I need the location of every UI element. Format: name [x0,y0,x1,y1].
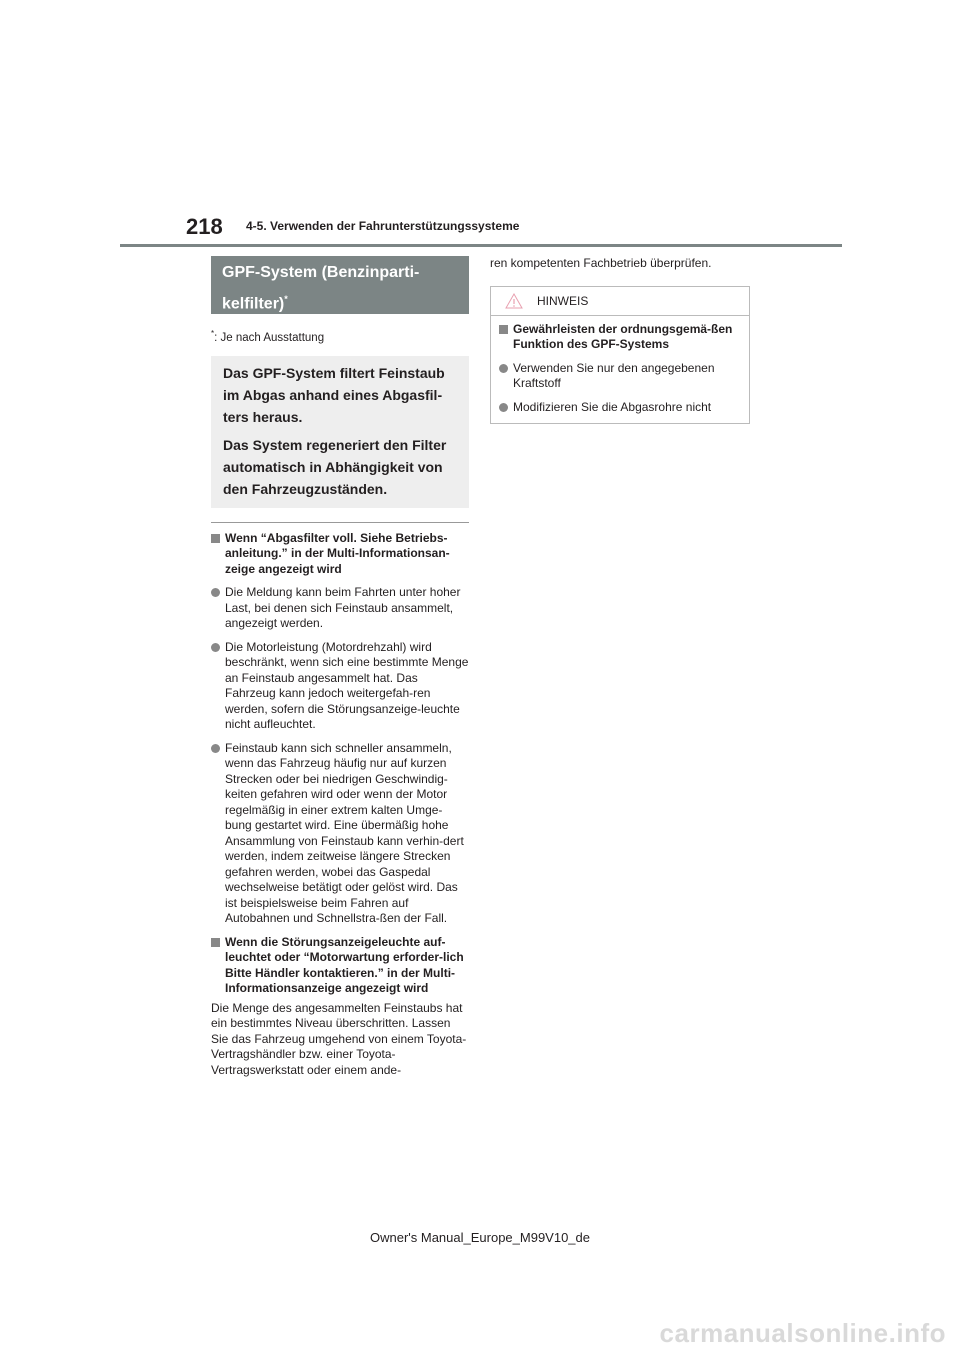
section-title-line1: GPF-System (Benzinparti- [222,264,420,281]
note-bullet [499,361,741,392]
note-bullet-text: Verwenden Sie nur den angegebenen Kraftstoff [513,360,715,390]
footnote [211,326,469,346]
warning-triangle-icon [505,293,523,309]
section-title [211,256,469,314]
note-subheading-text: Gewährleisten der ordnungsgemä-ßen Funktion des GPF-Systems [513,321,733,351]
bullet-item [211,585,469,632]
section-title-line2: kelfilter) [222,295,285,313]
section-header: 4-5. Verwenden der Fahrunterstützungssysteme [246,219,520,233]
continued-paragraph: ren kompetenten Fachbetrieb überprüfen. [490,256,712,270]
note-body [491,316,749,424]
footnote-text: : Je nach Ausstattung [214,331,325,344]
intro-box [211,356,469,508]
bullet-item [211,741,469,927]
square-bullet-icon [211,938,220,947]
circle-bullet-icon [211,588,220,597]
note-bullet-text: Modifizieren Sie die Abgasrohre nicht [513,399,712,414]
page-footer: Owner's Manual_Europe_M99V10_de [369,1230,590,1245]
note-header [491,287,749,316]
circle-bullet-icon [211,744,220,753]
bullet-item [211,640,469,733]
square-bullet-icon [499,325,508,334]
subheading-filter-full-text: Wenn “Abgasfilter voll. Siehe Betriebs-anleitung.” in der Multi-Informationsan-zeige angezeigt wird [225,530,450,576]
right-column [490,256,752,424]
bullet-text: Die Meldung kann beim Fahrten unter hoher Last, bei denen sich Feinstaub ansammelt, angezeigt werden. [225,585,461,631]
note-bullet [499,400,741,416]
footnote-asterisk: * [211,329,215,338]
page-number: 218 [186,214,223,239]
intro-paragraph-2: Das System regeneriert den Filter automatisch in Abhängigkeit von den Fahrzeugzuständen. [223,436,447,497]
subheading-warning-light [211,935,469,997]
bullet-text: Die Motorleistung (Motordrehzahl) wird beschränkt, wenn sich eine bestimmte Menge an Feinstaub angesammelt hat. Das Fahrzeug kann jedoch weitergefah-ren werden, sofern die Störungsanzeige-leuchte nicht aufleuchtet. [225,639,469,732]
square-bullet-icon [211,534,220,543]
subheading-warning-light-text: Wenn die Störungsanzeigeleuchte auf-leuchtet oder “Motorwartung erforder-lich Bitte Händler kontaktieren.” in der Multi-Informationsanzeige angezeigt wird [225,934,464,996]
watermark: carmanualsonline.info [659,1318,946,1348]
subheading-filter-full [211,531,469,578]
circle-bullet-icon [499,364,508,373]
note-subheading [499,322,741,353]
note-title: HINWEIS [537,293,589,308]
title-asterisk: * [284,294,288,304]
circle-bullet-icon [499,403,508,412]
header-rule [120,244,842,247]
circle-bullet-icon [211,643,220,652]
note-box [490,286,750,425]
intro-divider [211,522,469,523]
body-paragraph: Die Menge des angesammelten Feinstaubs hat ein bestimmtes Niveau überschritten. Lassen Sie das Fahrzeug umgehend von einem Toyota-Vertragshändler bzw. einer Toyota-Vertragswerkstatt oder einem ande- [211,1000,467,1077]
bullet-text: Feinstaub kann sich schneller ansammeln, wenn das Fahrzeug häufig nur auf kurzen Strecken oder bei niedrigen Geschwindig-keiten gefahren wird oder wenn der Motor regelmäßig in einer extrem kalten Umge-bung gestartet wird. Eine übermäßig hohe Ansammlung von Feinstaub kann verhin-dert werden, indem zeitweise längere Strecken gefahren werden, wobei das Gaspedal wechselweise betätigt oder gelöst wird. Das ist beispielsweise beim Fahren auf Autobahnen und Schnellstra-ßen der Fall. [225,740,464,926]
left-column [211,256,469,1078]
intro-paragraph-1: Das GPF-System filtert Feinstaub im Abgas anhand eines Abgasfil-ters heraus. [223,364,445,425]
